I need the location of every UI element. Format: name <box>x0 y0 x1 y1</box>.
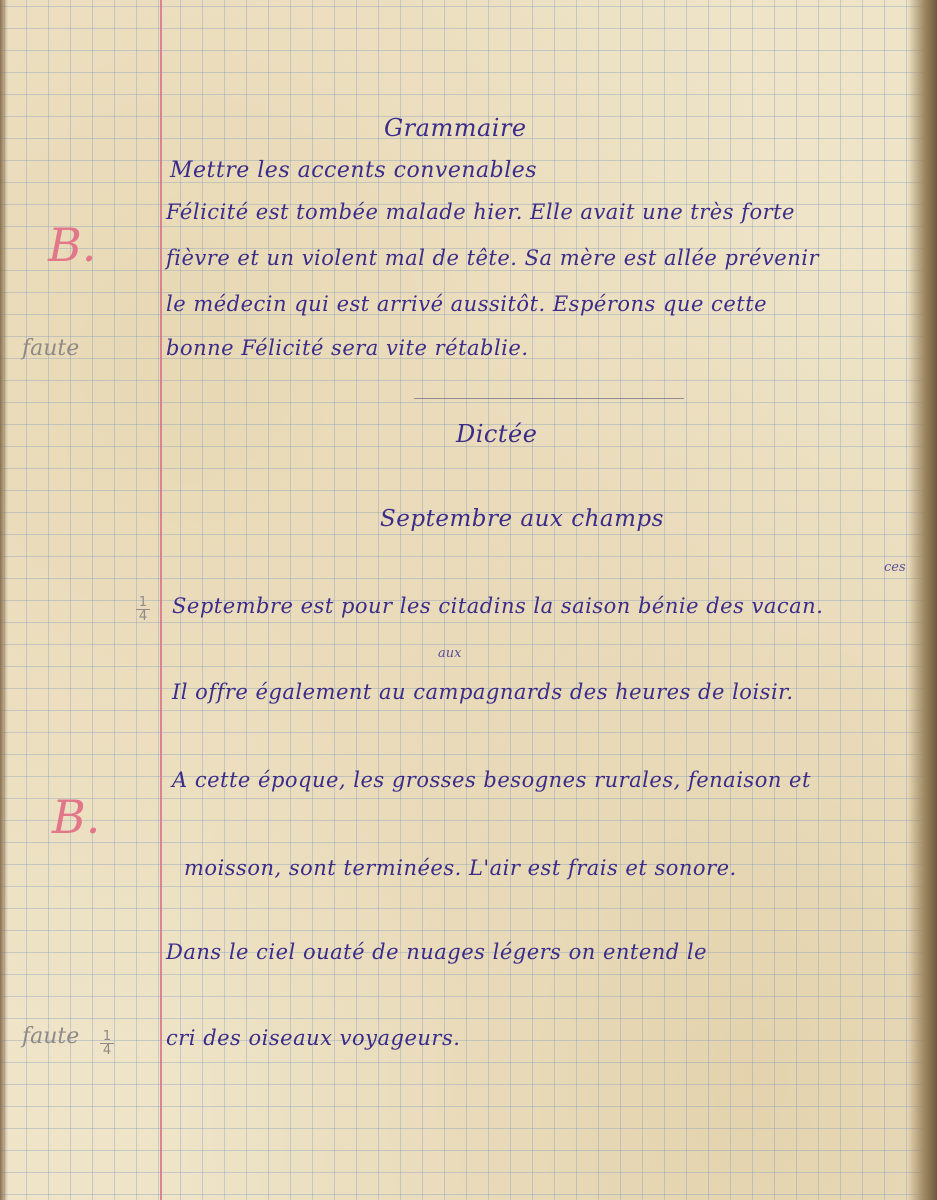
dictation-margin-fraction <box>136 596 150 623</box>
grammar-line: bonne Félicité sera vite rétablie. <box>166 336 529 360</box>
page-binding-shadow <box>0 0 8 1200</box>
grammar-title: Grammaire <box>384 114 527 142</box>
fraction-denominator: 4 <box>136 609 150 623</box>
dictation-faute-note: faute <box>22 1024 80 1049</box>
grammar-grade: B. <box>48 218 97 272</box>
grammar-instruction: Mettre les accents convenables <box>170 158 538 183</box>
fraction-denominator: 4 <box>100 1043 114 1057</box>
grammar-line: Félicité est tombée malade hier. Elle avait une très forte <box>166 200 795 224</box>
dictation-line: Septembre est pour les citadins la saison bénie des vacan. <box>172 594 824 618</box>
dictation-line: cri des oiseaux voyageurs. <box>166 1026 461 1050</box>
dictation-line: A cette époque, les grosses besognes rurales, fenaison et <box>172 768 811 792</box>
dictation-line: Dans le ciel ouaté de nuages légers on entend le <box>166 940 708 964</box>
page-fold-shadow <box>907 0 937 1200</box>
fraction-numerator: 1 <box>102 1029 112 1044</box>
dictation-subtitle: Septembre aux champs <box>380 506 664 532</box>
grammar-line: le médecin qui est arrivé aussitôt. Espérons que cette <box>166 292 768 316</box>
dictation-grade: B. <box>52 790 101 844</box>
dictation-title: Dictée <box>456 420 538 448</box>
grammar-faute-note: faute <box>22 336 80 361</box>
fraction-numerator: 1 <box>138 595 148 610</box>
section-divider <box>414 398 684 399</box>
correction-aux: aux <box>438 646 462 661</box>
dictation-line: Il offre également au campagnards des heures de loisir. <box>172 680 794 704</box>
red-margin-line <box>160 0 162 1200</box>
correction-ces: ces <box>884 560 906 575</box>
dictation-line: moisson, sont terminées. L'air est frais et sonore. <box>184 856 737 880</box>
grammar-line: fièvre et un violent mal de tête. Sa mère est allée prévenir <box>166 246 819 270</box>
dictation-faute-fraction <box>100 1030 114 1057</box>
